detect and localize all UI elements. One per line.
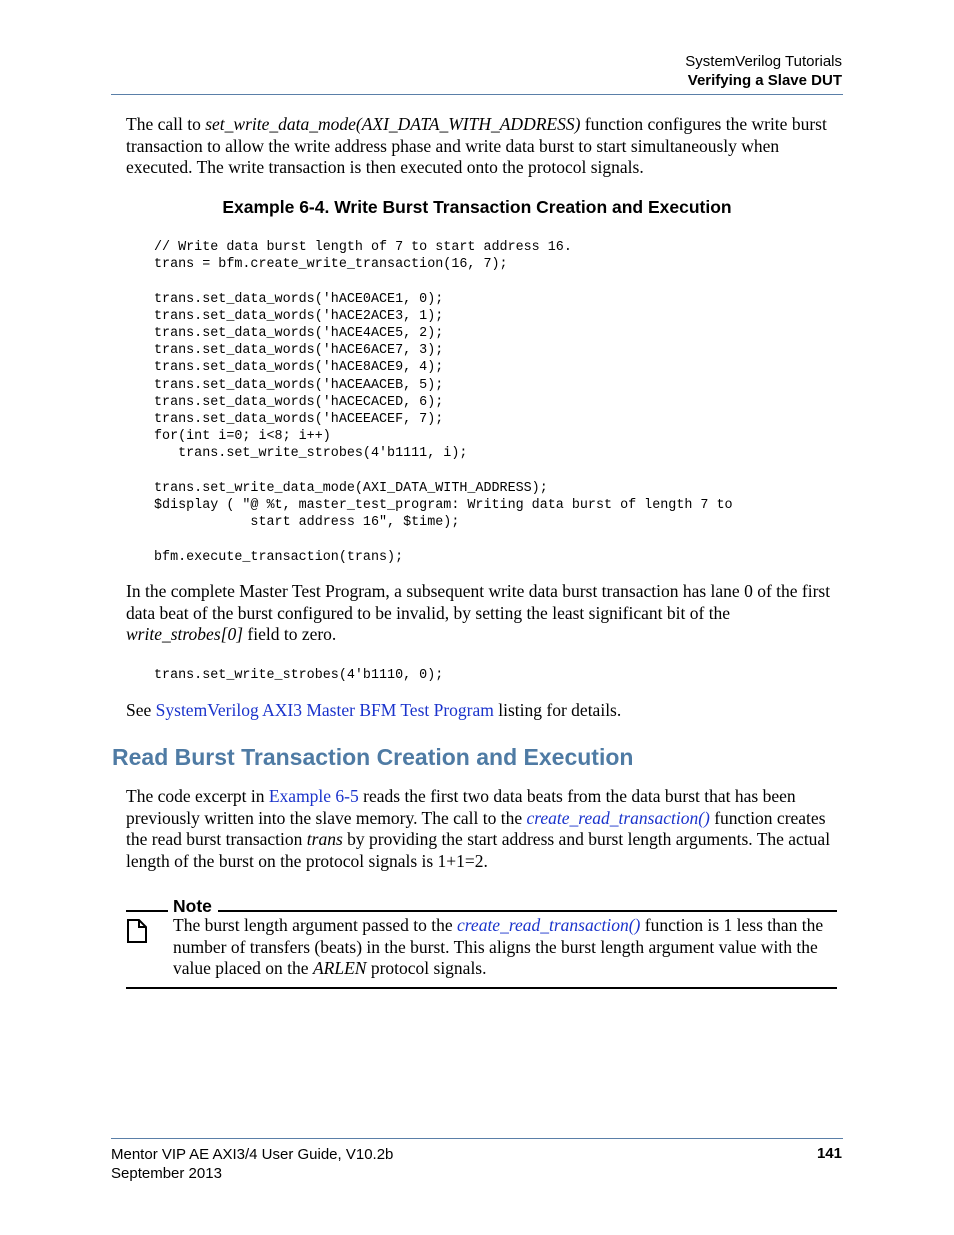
read-text-2: reads the first two data beats from the data burst that has been previously written into the slave memory. The call to the <box>126 786 796 828</box>
note-top-rule-left <box>126 910 168 912</box>
note-page-icon <box>126 918 148 944</box>
note-bottom-rule <box>126 987 837 989</box>
read-text-1: The code excerpt in <box>126 786 269 806</box>
read-burst-paragraph <box>126 786 842 873</box>
create-read-transaction-link[interactable]: create_read_transaction() <box>526 807 710 828</box>
intro-text-1: The call to <box>126 114 206 134</box>
code-line: trans.set_data_words('hACECACED, 6); <box>154 394 444 410</box>
note-text-2: function is 1 less than the number of transfers (beats) in the burst. This aligns the burst length argument value with the value placed on the <box>173 915 824 979</box>
note-label: Note <box>173 896 212 916</box>
intro-text-2: function configures the write burst transaction to allow the write address phase and write data burst to start simultaneously when executed. The write transaction is then executed onto the protocol signals. <box>126 114 827 178</box>
see-paragraph <box>126 700 842 722</box>
code-line: trans.set_data_words('hACE6ACE7, 3); <box>154 343 444 359</box>
code-line: trans.set_write_data_mode(AXI_DATA_WITH_ADDRESS); <box>154 480 548 496</box>
code-line: trans.set_data_words('hACE2ACE3, 1); <box>154 308 444 324</box>
note-top-rule-right <box>218 910 837 912</box>
strobe-text-2: field to zero. <box>243 624 337 645</box>
footer-date: September 2013 <box>111 1165 222 1182</box>
footer-left <box>111 1145 393 1183</box>
note-text-1: The burst length argument passed to the <box>173 915 457 935</box>
code-line: start address 16", $time); <box>154 515 460 531</box>
see-text-1: See <box>126 700 156 720</box>
footer-rule <box>111 1138 843 1139</box>
header-rule <box>111 94 843 95</box>
strobe-text-1: In the complete Master Test Program, a subsequent write data burst transaction has lane 0 of the first data beat of the burst configured to be invalid, by setting the least significant bit of the <box>126 581 831 623</box>
code-line: $display ( "@ %t, master_test_program: Writing data burst of length 7 to <box>154 498 733 514</box>
note-text <box>173 915 839 980</box>
header-section: SystemVerilog Tutorials <box>685 53 842 70</box>
running-header <box>685 52 842 90</box>
page-number: 141 <box>816 1145 842 1162</box>
intro-paragraph <box>126 114 842 179</box>
note-create-read-transaction-link[interactable]: create_read_transaction() <box>457 915 641 935</box>
strobe-paragraph <box>126 581 842 646</box>
read-text-3: function creates the read burst transaction <box>126 807 826 850</box>
code-line: trans.set_data_words('hACE0ACE1, 0); <box>154 291 444 307</box>
code-line: trans.set_data_words('hACEEACEF, 7); <box>154 412 444 428</box>
header-subsection: Verifying a Slave DUT <box>687 72 842 89</box>
trans-variable: trans <box>306 829 343 850</box>
example-caption: Example 6-4. Write Burst Transaction Creation and Execution <box>222 197 732 217</box>
code-example <box>154 239 733 566</box>
code-line: for(int i=0; i<8; i++) <box>154 429 331 445</box>
test-program-link[interactable]: SystemVerilog AXI3 Master BFM Test Program <box>155 700 494 720</box>
see-text-2: listing for details. <box>493 700 622 720</box>
strobe-field-name: write_strobes[0] <box>126 624 244 645</box>
note-text-3: protocol signals. <box>366 958 487 979</box>
arlen-signal: ARLEN <box>312 958 367 979</box>
intro-function-name: set_write_data_mode(AXI_DATA_WITH_ADDRESS) <box>205 114 581 134</box>
code-line: // Write data burst length of 7 to start address 16. <box>154 240 572 255</box>
code-line: trans.set_data_words('hACE4ACE5, 2); <box>154 326 444 342</box>
read-text-4: by providing the start address and burst length arguments. The actual length of the burst on the protocol signals is 1+1=2. <box>126 829 831 872</box>
code-line: trans = bfm.create_write_transaction(16, 7); <box>154 257 508 273</box>
example-6-5-link[interactable]: Example 6-5 <box>268 786 359 806</box>
code-line: trans.set_write_strobes(4'b1111, i); <box>154 446 468 462</box>
code-line: trans.set_data_words('hACEAACEB, 5); <box>154 377 444 393</box>
code-strobe: trans.set_write_strobes(4'b1110, 0); <box>154 668 444 683</box>
footer-title: Mentor VIP AE AXI3/4 User Guide, V10.2b <box>111 1146 394 1163</box>
code-line: trans.set_data_words('hACE8ACE9, 4); <box>154 360 444 376</box>
code-line: bfm.execute_transaction(trans); <box>154 549 404 565</box>
section-heading: Read Burst Transaction Creation and Execution <box>112 744 634 770</box>
